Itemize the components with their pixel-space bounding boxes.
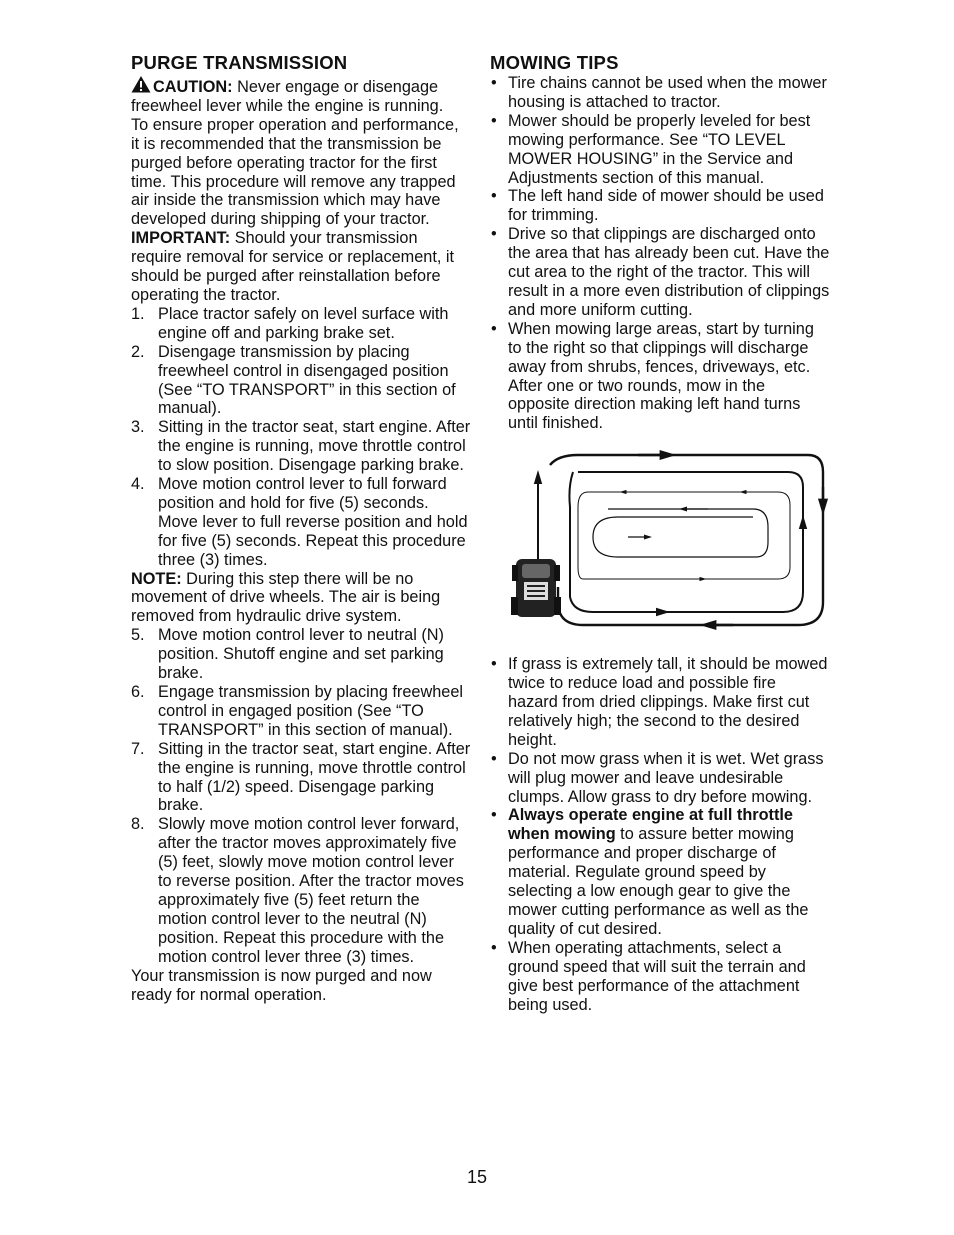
mowing-tip xyxy=(490,750,830,807)
tip-text: Do not mow grass when it is wet. Wet grass will plug mower and leave undesirable clumps. Allow grass to dry before mowing. xyxy=(508,749,824,806)
purge-outro-paragraph: Your transmission is now purged and now ready for normal operation. xyxy=(131,966,432,1004)
step-number: 5. xyxy=(131,626,145,645)
bullet-icon: • xyxy=(491,806,497,825)
step-text: Move motion control lever to neutral (N) position. Shutoff engine and set parking brake. xyxy=(158,626,444,683)
purge-step xyxy=(131,305,471,343)
caution-paragraph xyxy=(131,74,471,116)
purge-step xyxy=(131,740,471,816)
step-number: 6. xyxy=(131,683,145,701)
purge-step xyxy=(131,683,471,740)
purge-step xyxy=(131,475,471,570)
purge-step xyxy=(131,343,471,419)
tip-bold-text: Always operate engine at full throttle when mowing xyxy=(508,806,793,844)
tip-text: The left hand side of mower should be used for trimming. xyxy=(508,187,824,225)
purge-step xyxy=(131,815,471,966)
tip-text: Mower should be properly leveled for best mowing performance. See “TO LEVEL MOWER HOUSING” in the Service and Adjustments section of this manual. xyxy=(508,111,811,187)
step-text: Sitting in the tractor seat, start engine. After the engine is running, move throttle control to half (1/2) speed. Disengage parking brake. xyxy=(158,739,471,815)
mowing-tip xyxy=(490,320,830,433)
step-number: 7. xyxy=(131,739,145,758)
tip-text: When mowing large areas, start by turning to the right so that clippings will discharge away from shrubs, fences, driveways, etc. After one or two rounds, mow in the opposite direction making left hand turns until finished. xyxy=(508,319,814,433)
step-text: Engage transmission by placing freewheel control in engaged position (See “TO TRANSPORT” in this section of manual). xyxy=(158,683,463,739)
mowing-tips-heading: MOWING TIPS xyxy=(490,52,619,73)
step-number: 4. xyxy=(131,475,145,494)
purge-step xyxy=(131,418,471,475)
note-paragraph xyxy=(131,570,471,627)
important-label: IMPORTANT: xyxy=(131,229,231,248)
tip-text: Drive so that clippings are discharged onto the area that has already been cut. Have the cut area to the right of the tractor. This will result in a more even distribution of clippings and more uniform cutting. xyxy=(508,225,830,319)
important-text: Should your transmission require removal for service or replacement, it should be purged after reinstallation before operating the tractor. xyxy=(131,229,455,304)
note-label: NOTE: xyxy=(131,569,182,588)
purge-transmission-column xyxy=(131,52,471,1004)
purge-steps-list-a xyxy=(131,305,471,570)
note-text: During this step there will be no movement of drive wheels. The air is being removed from hydraulic drive system. xyxy=(131,569,441,626)
mowing-tip xyxy=(490,187,830,225)
mowing-tip xyxy=(490,806,830,938)
bullet-icon: • xyxy=(491,938,497,957)
mowing-tips-list-a xyxy=(490,74,830,433)
third-mowing-path xyxy=(578,492,790,579)
mowing-tips-list-b xyxy=(490,655,830,1014)
purge-intro-paragraph: To ensure proper operation and performance, it is recommended that the transmission be purged before operating tractor for the first time. This procedure will remove any trapped air inside the transmission which may have developed during shipping of your tractor. xyxy=(131,115,459,229)
inner-mowing-path xyxy=(593,509,768,557)
purge-transmission-heading: PURGE TRANSMISSION xyxy=(131,52,348,73)
step-number: 1. xyxy=(131,304,145,323)
step-number: 2. xyxy=(131,342,145,361)
page-number: 15 xyxy=(466,1167,488,1187)
bullet-icon: • xyxy=(491,319,497,338)
mowing-tip xyxy=(490,112,830,188)
mowing-tip xyxy=(490,939,830,1015)
caution-label: CAUTION: xyxy=(153,78,233,96)
bullet-icon: • xyxy=(491,225,497,244)
bullet-icon: • xyxy=(491,111,497,130)
bullet-icon: • xyxy=(491,187,497,206)
step-text: Place tractor safely on level surface with engine off and parking brake set. xyxy=(158,304,449,342)
step-text: Sitting in the tractor seat, start engine. After the engine is running, move throttle control to slow position. Disengage parking brake. xyxy=(158,418,471,475)
step-text: Move motion control lever to full forward position and hold for five (5) seconds. Move lever to full reverse position and hold for five (5) seconds. Repeat this procedure three (3) times. xyxy=(158,475,468,569)
caution-text: Never engage or disengage freewheel lever while the engine is running. xyxy=(131,78,444,115)
tip-text: Tire chains cannot be used when the mower housing is attached to tractor. xyxy=(508,74,827,111)
tip-text: If grass is extremely tall, it should be mowed twice to reduce load and possible fire hazard from dried clippings. Make first cut relatively high; the second to the desired height. xyxy=(508,655,828,749)
warning-triangle-icon xyxy=(131,75,151,93)
step-number: 3. xyxy=(131,418,145,437)
purge-step xyxy=(131,626,471,683)
bullet-icon: • xyxy=(491,655,497,674)
mowing-tips-column xyxy=(490,52,830,1014)
purge-steps-list-b xyxy=(131,626,471,966)
mowing-tip xyxy=(490,655,830,750)
important-paragraph xyxy=(131,229,471,305)
tip-text: to assure better mowing performance and proper discharge of material. Regulate ground speed by selecting a low enough gear to give the mower cutting performance as well as the quality of cut desired. xyxy=(508,825,809,938)
step-text: Disengage transmission by placing freewheel control in disengaged position (See “TO TRANSPORT” in this section of manual). xyxy=(158,342,456,418)
mowing-pattern-diagram xyxy=(498,447,828,637)
step-number: 8. xyxy=(131,815,145,834)
tip-text: When operating attachments, select a ground speed that will suit the terrain and give best performance of the attachment being used. xyxy=(508,938,806,1014)
mowing-tip xyxy=(490,74,830,112)
outer-mowing-path xyxy=(550,455,823,625)
bullet-icon: • xyxy=(491,749,497,768)
step-text: Slowly move motion control lever forward, after the tractor moves approximately five (5) feet, slowly move motion control lever to reverse position. After the tractor moves approximately five (5) feet return the motion control lever to the neutral (N) position. Repeat this procedure with the motion control lever three (3) times. xyxy=(158,815,464,966)
bullet-icon: • xyxy=(491,74,497,92)
mowing-tip xyxy=(490,225,830,320)
tractor-icon xyxy=(511,559,561,617)
